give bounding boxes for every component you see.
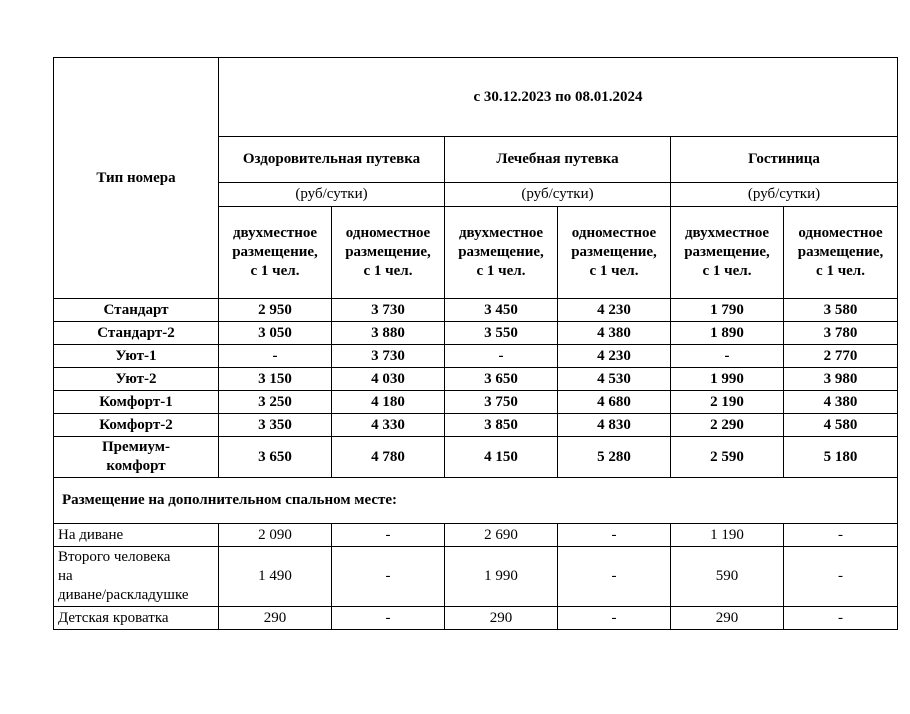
price-cell: - (332, 524, 445, 547)
price-cell: 3 580 (784, 299, 898, 322)
room-name: Уют-1 (54, 345, 219, 368)
price-cell: 4 380 (784, 391, 898, 414)
unit-health: (руб/сутки) (219, 183, 445, 207)
price-cell: 1 790 (671, 299, 784, 322)
price-cell: 4 330 (332, 414, 445, 437)
room-name: Стандарт-2 (54, 322, 219, 345)
price-cell: 5 180 (784, 437, 898, 478)
price-cell: 4 230 (558, 299, 671, 322)
price-cell: 3 250 (219, 391, 332, 414)
table-row (54, 547, 898, 607)
unit-hotel: (руб/сутки) (671, 183, 898, 207)
price-cell: - (332, 607, 445, 630)
price-cell: 3 350 (219, 414, 332, 437)
price-cell: 4 030 (332, 368, 445, 391)
placement-header: одноместное размещение, с 1 чел. (784, 207, 898, 299)
table-row (54, 368, 898, 391)
price-cell: 4 780 (332, 437, 445, 478)
price-cell: 290 (219, 607, 332, 630)
table-row (54, 299, 898, 322)
price-cell: 2 590 (671, 437, 784, 478)
category-hotel: Гостиница (671, 137, 898, 183)
price-cell: - (784, 607, 898, 630)
room-name: Стандарт (54, 299, 219, 322)
price-cell: 3 050 (219, 322, 332, 345)
extra-section-title-row (54, 478, 898, 524)
table-row (54, 607, 898, 630)
header-row-period (54, 58, 898, 137)
table-row (54, 345, 898, 368)
price-cell: 3 550 (445, 322, 558, 345)
placement-header: двухместное размещение, с 1 чел. (671, 207, 784, 299)
price-cell: 3 850 (445, 414, 558, 437)
price-cell: 4 830 (558, 414, 671, 437)
price-cell: - (445, 345, 558, 368)
price-cell: - (671, 345, 784, 368)
table-row (54, 322, 898, 345)
price-cell: 3 980 (784, 368, 898, 391)
price-cell: - (558, 607, 671, 630)
table-row (54, 391, 898, 414)
extra-name: Детская кроватка (54, 607, 219, 630)
price-cell: 1 190 (671, 524, 784, 547)
price-cell: - (784, 524, 898, 547)
placement-header: двухместное размещение, с 1 чел. (445, 207, 558, 299)
price-cell: 4 580 (784, 414, 898, 437)
room-name: Комфорт-1 (54, 391, 219, 414)
placement-header: одноместное размещение, с 1 чел. (558, 207, 671, 299)
price-cell: 4 230 (558, 345, 671, 368)
price-cell: 4 680 (558, 391, 671, 414)
price-cell: - (558, 524, 671, 547)
price-cell: 4 530 (558, 368, 671, 391)
price-cell: 3 780 (784, 322, 898, 345)
price-cell: 3 730 (332, 299, 445, 322)
price-cell: 4 180 (332, 391, 445, 414)
room-name: Премиум- комфорт (54, 437, 219, 478)
price-cell: 290 (671, 607, 784, 630)
price-cell: 4 150 (445, 437, 558, 478)
table-row (54, 524, 898, 547)
price-cell: 1 990 (671, 368, 784, 391)
price-cell: 5 280 (558, 437, 671, 478)
price-cell: 290 (445, 607, 558, 630)
room-name: Комфорт-2 (54, 414, 219, 437)
price-cell: 4 380 (558, 322, 671, 345)
price-cell: 2 690 (445, 524, 558, 547)
room-name: Уют-2 (54, 368, 219, 391)
period-header: с 30.12.2023 по 08.01.2024 (219, 58, 898, 137)
price-cell: 3 650 (219, 437, 332, 478)
price-cell: - (558, 547, 671, 607)
price-cell: 3 650 (445, 368, 558, 391)
extra-name: Второго человека на диване/раскладушке (54, 547, 219, 607)
table-row (54, 437, 898, 478)
price-cell: 1 490 (219, 547, 332, 607)
price-cell: 2 290 (671, 414, 784, 437)
price-cell: 3 450 (445, 299, 558, 322)
extra-section-title: Размещение на дополнительном спальном месте: (54, 478, 898, 524)
price-document (53, 57, 898, 630)
price-table (53, 57, 898, 630)
unit-treatment: (руб/сутки) (445, 183, 671, 207)
price-cell: - (332, 547, 445, 607)
placement-header: двухместное размещение, с 1 чел. (219, 207, 332, 299)
extra-name: На диване (54, 524, 219, 547)
price-cell: 2 950 (219, 299, 332, 322)
category-health: Оздоровительная путевка (219, 137, 445, 183)
price-cell: 3 150 (219, 368, 332, 391)
price-cell: 590 (671, 547, 784, 607)
price-cell: 2 770 (784, 345, 898, 368)
price-cell: 3 730 (332, 345, 445, 368)
price-cell: 1 890 (671, 322, 784, 345)
price-cell: 3 750 (445, 391, 558, 414)
price-cell: 2 090 (219, 524, 332, 547)
category-treatment: Лечебная путевка (445, 137, 671, 183)
room-type-header: Тип номера (54, 58, 219, 299)
price-cell: 1 990 (445, 547, 558, 607)
price-cell: - (219, 345, 332, 368)
table-row (54, 414, 898, 437)
price-cell: - (784, 547, 898, 607)
placement-header: одноместное размещение, с 1 чел. (332, 207, 445, 299)
price-cell: 3 880 (332, 322, 445, 345)
price-cell: 2 190 (671, 391, 784, 414)
